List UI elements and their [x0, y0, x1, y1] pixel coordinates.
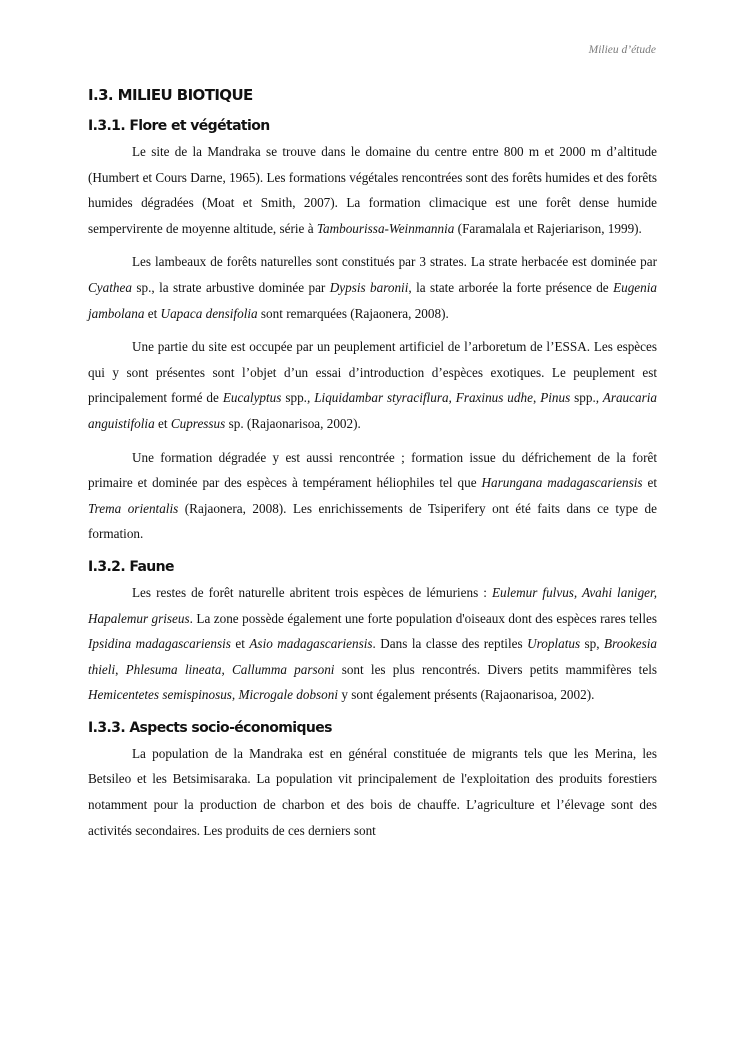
subsection-title-flore: I.3.1. Flore et végétation: [88, 118, 270, 134]
paragraph-arboretum: Une partie du site est occupée par un peuplement artificiel de l’arboretum de l’ESSA. Les espèces qui y sont présentes sont l’objet d’un essai d’introduction d’espèces exotiques. Le peuplement est principalement formé de Eucalyptus spp., Liquidambar styraciflura, Fraxinus udhe, Pinus spp., Araucaria anguistifolia et Cupressus sp. (Rajaonarisoa, 2002).: [88, 339, 657, 431]
paragraph-strates: Les lambeaux de forêts naturelles sont constitués par 3 strates. La strate herbacée est dominée par Cyathea sp., la strate arbustive dominée par Dypsis baronii, la state arborée la forte présence de Eugenia jambolana et Uapaca densifolia sont remarquées (Rajaonera, 2008).: [88, 254, 658, 321]
subsection-title-faune: I.3.2. Faune: [88, 558, 174, 575]
paragraph-site: Le site de la Mandraka se trouve dans le domaine du centre entre 800 m et 2000 m d’altitude (Humbert et Cours Darne, 1965). Les formations végétales rencontrées sont des forêts humides et des forêts humides dégradées (Moat et Smith, 2007). La formation climacique est une forêt dense humide sempervirente de moyenne altitude, série à Tambourissa-Weinmannia (Faramalala et Rajeriarison, 1999).: [88, 144, 657, 236]
page-content: [88, 86, 657, 851]
running-header: Milieu d’étude: [588, 44, 656, 56]
paragraph-socio-economique: La population de la Mandraka est en général constituée de migrants tels que les Merina, les Betsileo et les Betsimisaraka. La population vit principalement de l'exploitation des produits forestiers notamment pour la production de charbon et des bois de chauffe. L’agriculture et l’élevage sont des activités secondaires. Les produits de ces derniers sont: [88, 745, 657, 838]
paragraph-formation-degradee: Une formation dégradée y est aussi rencontrée ; formation issue du défrichement de la forêt primaire et dominée par des espèces à tempérament héliophiles tel que Harungana madagascariensis et Trema orientalis (Rajaonera, 2008). Les enrichissements de Tsiperifery ont été faits dans ce type de formation.: [88, 449, 657, 542]
paragraph-faune: Les restes de forêt naturelle abritent trois espèces de lémuriens : Eulemur fulvus, Avahi laniger, Hapalemur griseus. La zone possède également une forte population d'oiseaux dont des espèces rares telles Ipsidina madagascariensis et Asio madagascariensis. Dans la classe des reptiles Uroplatus sp, Brookesia thieli, Phlesuma lineata, Callumma parsoni sont les plus rencontrés. Divers petits mammifères tels Hemicentetes semispinosus, Microgale dobsoni y sont également présents (Rajaonarisoa, 2002).: [88, 584, 658, 703]
subsection-title-socio-economique: I.3.3. Aspects socio-économiques: [88, 719, 332, 736]
section-title: I.3. MILIEU BIOTIQUE: [88, 86, 253, 104]
